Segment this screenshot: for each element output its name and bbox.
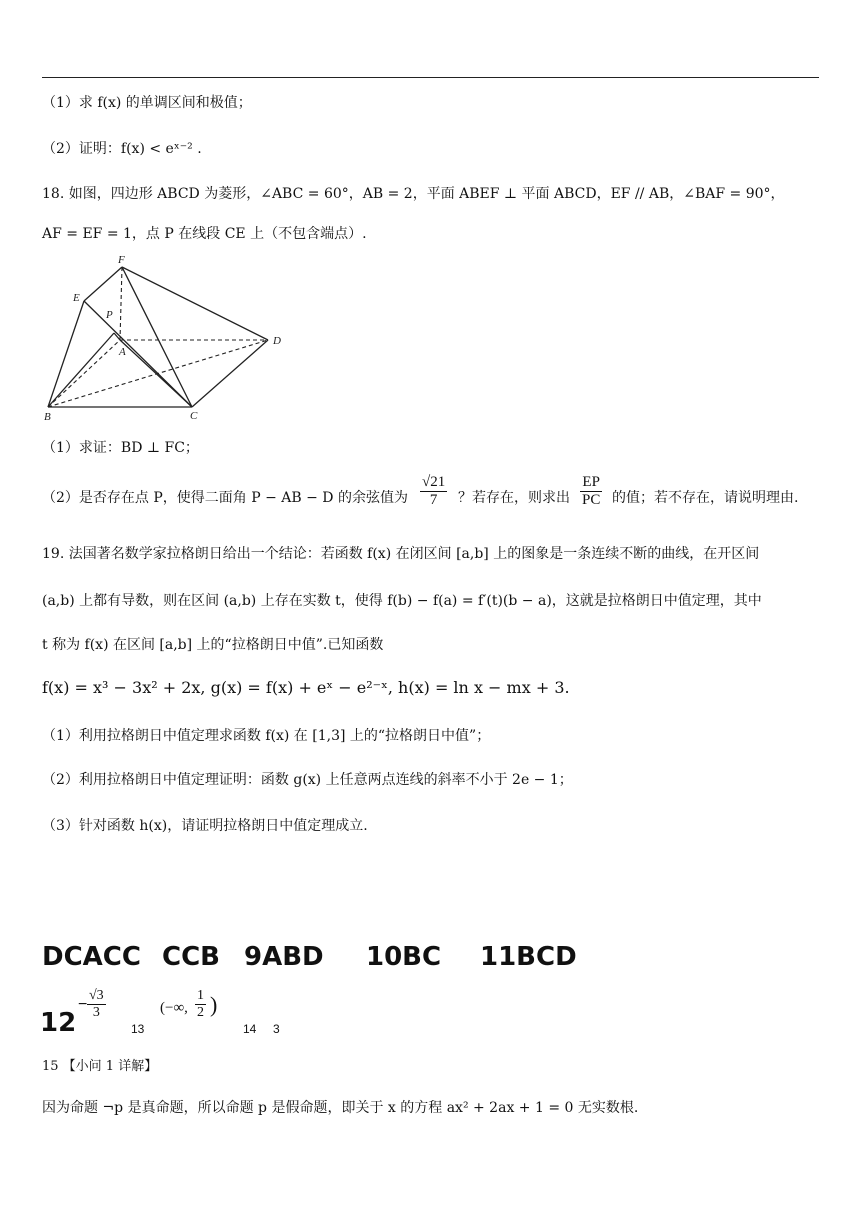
fraction-denominator: 2: [197, 1005, 204, 1020]
edge-BD-hidden: [48, 340, 268, 407]
q19-part3: （3）针对函数 h(x)，请证明拉格朗日中值定理成立.: [42, 818, 368, 834]
edge-CD: [192, 340, 268, 407]
answer-13-left: (−∞,: [160, 1000, 188, 1016]
fraction-denominator: 7: [429, 492, 438, 508]
answer-12-number: 12: [40, 1008, 77, 1038]
answer-13-fraction: [195, 988, 206, 1021]
fraction-numerator: EP: [580, 474, 602, 492]
header-rule: [42, 77, 819, 78]
fraction-numerator: 1: [197, 988, 204, 1003]
fraction-denominator: 3: [92, 1005, 100, 1020]
label-A: A: [119, 346, 126, 358]
label-P: P: [106, 309, 113, 321]
label-B: B: [44, 411, 51, 423]
answer-12-sign: −: [78, 996, 88, 1013]
q18-figure: [40, 252, 290, 424]
q19-part1: （1）利用拉格朗日中值定理求函数 f(x) 在 [1,3] 上的“拉格朗日中值”；: [42, 728, 491, 744]
q19-part2: （2）利用拉格朗日中值定理证明：函数 g(x) 上任意两点连线的斜率不小于 2e − 1；: [42, 772, 573, 788]
edge-FE: [84, 267, 122, 301]
edge-BP: [48, 333, 114, 407]
answer-1-5: DCACC: [42, 942, 141, 972]
edge-FA-hidden: [120, 267, 122, 340]
label-F: F: [118, 254, 125, 266]
answer-9: 9ABD: [244, 942, 324, 972]
q18-cos-fraction: [420, 474, 447, 509]
q18-part2-c: 的值；若不存在，请说明理由.: [612, 490, 799, 506]
answer-13-number: 13: [131, 1022, 145, 1036]
q18-line1: 18. 如图，四边形 ABCD 为菱形，∠ABC = 60°，AB = 2，平面 ABEF ⊥ 平面 ABCD，EF // AB，∠BAF = 90°，: [42, 186, 785, 202]
label-C: C: [190, 410, 198, 422]
fraction-numerator: √21: [422, 474, 446, 490]
fraction-numerator: √3: [89, 988, 104, 1003]
edge-FC: [122, 267, 192, 407]
answer-13-right: ): [210, 992, 218, 1017]
q17-part2: （2）证明：f(x) < eˣ⁻² .: [42, 141, 202, 157]
q18-part1: （1）求证：BD ⊥ FC；: [42, 440, 199, 456]
label-D: D: [273, 335, 281, 347]
q19-line2: (a,b) 上都有导数，则在区间 (a,b) 上存在实数 t，使得 f(b) − f(a) = f′(t)(b − a)，这就是拉格朗日中值定理，其中: [42, 593, 762, 609]
q17-part1: （1）求 f(x) 的单调区间和极值；: [42, 95, 252, 111]
fraction-denominator: PC: [582, 492, 601, 508]
edge-FD: [122, 267, 268, 340]
label-E: E: [73, 292, 80, 304]
q18-part2-a: （2）是否存在点 P，使得二面角 P − AB − D 的余弦值为: [42, 490, 408, 506]
answer-15-text: 因为命题 ¬p 是真命题，所以命题 p 是假命题，即关于 x 的方程 ax² + 2ax + 1 = 0 无实数根.: [42, 1100, 639, 1116]
q19-function-definitions: f(x) = x³ − 3x² + 2x, g(x) = f(x) + eˣ − e²⁻ˣ, h(x) = ln x − mx + 3.: [42, 678, 570, 697]
edge-AC: [120, 340, 192, 407]
answer-15-header: 15 【小问 1 详解】: [42, 1059, 158, 1074]
edge-EB: [48, 301, 84, 407]
answer-12-fraction: [87, 988, 106, 1021]
answer-10: 10BC: [366, 942, 442, 972]
q19-line1: 19. 法国著名数学家拉格朗日给出一个结论：若函数 f(x) 在闭区间 [a,b] 上的图象是一条连续不断的曲线，在开区间: [42, 546, 760, 562]
q18-part2-b: ？若存在，则求出: [458, 490, 570, 506]
q18-ratio-fraction: [580, 474, 602, 509]
answer-14-value: 3: [273, 1022, 280, 1036]
answer-14-number: 14: [243, 1022, 257, 1036]
q19-line3: t 称为 f(x) 在区间 [a,b] 上的“拉格朗日中值”.已知函数: [42, 637, 384, 653]
answer-6-8: CCB: [162, 942, 220, 972]
q18-line2: AF = EF = 1，点 P 在线段 CE 上（不包含端点）.: [42, 226, 367, 242]
answer-11: 11BCD: [480, 942, 577, 972]
